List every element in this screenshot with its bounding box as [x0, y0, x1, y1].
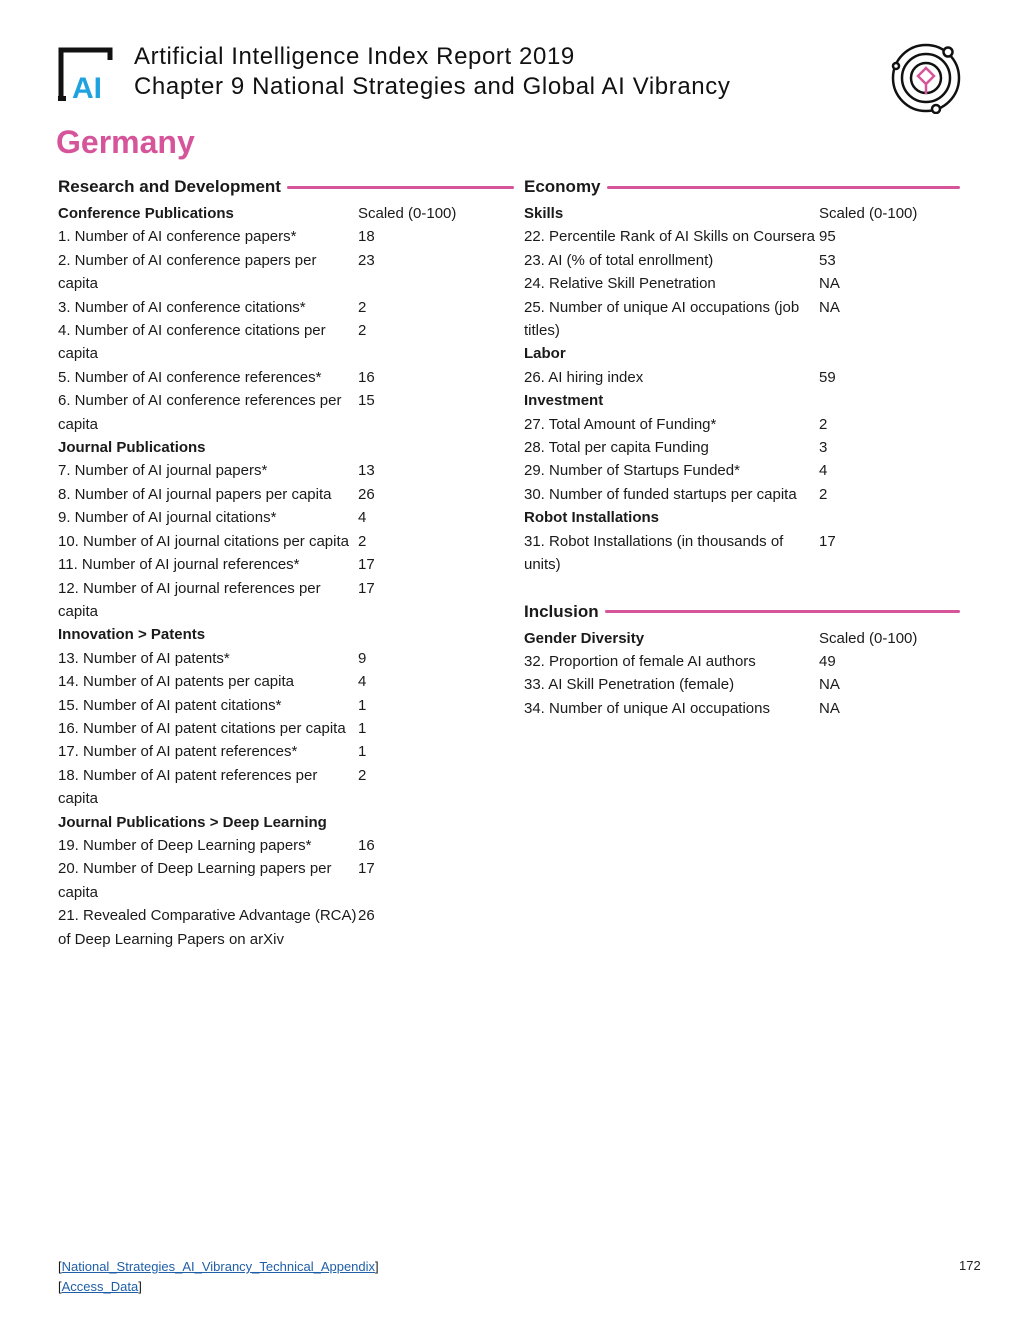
group-heading-label: Skills: [524, 205, 564, 222]
section-header-inclusion: [524, 599, 960, 625]
economy-groups: [524, 202, 960, 577]
indicator-row: [58, 389, 514, 436]
group-heading-label: Journal Publications > Deep Learning: [58, 813, 327, 831]
spacer: [524, 577, 960, 599]
indicator-row: [58, 834, 514, 857]
indicator-row: [58, 764, 514, 811]
indicator-label: 20. Number of Deep Learning papers per capita: [58, 860, 332, 901]
indicator-label: 15. Number of AI patent citations*: [58, 696, 282, 714]
indicator-value: 1: [358, 743, 367, 761]
indicator-row: [58, 506, 514, 529]
indicator-value: 49: [819, 652, 836, 670]
indicator-row: [58, 904, 514, 951]
indicator-label: 2. Number of AI conference papers per capita: [58, 251, 317, 293]
indicator-label: 25. Number of unique AI occupations (job titles): [524, 298, 800, 340]
indicator-value: 1: [358, 696, 367, 714]
indicator-label: 13. Number of AI patents*: [58, 649, 230, 667]
indicator-value: 13: [358, 462, 375, 480]
indicator-label: 26. AI hiring index: [524, 368, 644, 386]
indicator-value: 26: [358, 907, 375, 925]
orbit-icon: [890, 42, 962, 114]
indicator-row: [58, 717, 514, 740]
svg-text:AI: AI: [72, 72, 102, 102]
indicator-label: 24. Relative Skill Penetration: [524, 275, 716, 293]
indicator-label: 30. Number of funded startups per capita: [524, 485, 797, 503]
indicator-label: 29. Number of Startups Funded*: [524, 462, 740, 480]
indicator-row: [524, 249, 960, 272]
indicator-row: [58, 740, 514, 763]
indicator-label: 22. Percentile Rank of AI Skills on Coursera: [524, 228, 815, 246]
indicator-label: 3. Number of AI conference citations*: [58, 298, 306, 316]
indicator-value: 16: [358, 368, 375, 386]
indicator-value: 2: [358, 298, 367, 316]
indicator-value: 16: [358, 836, 375, 854]
section-title-research: Research and Development: [58, 177, 281, 196]
indicator-row: [58, 577, 514, 624]
group-heading-label: Investment: [524, 392, 604, 410]
indicator-row: [58, 366, 514, 389]
indicator-row: [524, 530, 960, 577]
indicator-row: [524, 650, 960, 673]
indicator-row: [524, 436, 960, 459]
scaled-column-label: Scaled (0-100): [819, 629, 918, 647]
section-rule: [287, 186, 514, 189]
section-rule: [607, 186, 960, 189]
indicator-value: 4: [819, 462, 828, 480]
report-title: Artificial Intelligence Index Report 2019: [134, 43, 575, 70]
indicator-value: 17: [358, 860, 375, 878]
indicator-label: 34. Number of unique AI occupations: [524, 699, 770, 717]
indicator-label: 9. Number of AI journal citations*: [58, 509, 277, 527]
section-header-research: [58, 174, 514, 200]
indicator-row: [524, 296, 960, 343]
indicator-row: [58, 296, 514, 319]
indicator-label: 27. Total Amount of Funding*: [524, 415, 717, 433]
indicator-row: [524, 413, 960, 436]
indicator-value: NA: [819, 298, 840, 316]
indicator-label: 23. AI (% of total enrollment): [524, 251, 714, 269]
indicator-label: 21. Revealed Comparative Advantage (RCA) of Deep Learning Papers on arXiv: [58, 907, 357, 948]
indicator-value: 2: [358, 532, 367, 550]
indicator-value: 4: [358, 509, 367, 527]
section-title-inclusion: Inclusion: [524, 601, 599, 621]
chapter-title: Chapter 9 National Strategies and Global AI Vibrancy: [134, 73, 731, 100]
indicator-row: [524, 225, 960, 248]
indicator-row: [524, 366, 960, 389]
group-heading: [524, 342, 960, 365]
indicator-row: [58, 530, 514, 553]
section-header-economy: [524, 174, 960, 200]
scaled-column-label: Scaled (0-100): [358, 205, 457, 222]
scaled-column-label: Scaled (0-100): [819, 205, 918, 222]
group-heading-label: Conference Publications: [58, 205, 234, 222]
indicator-label: 6. Number of AI conference references per capita: [58, 392, 342, 433]
indicator-value: 2: [819, 415, 828, 433]
indicator-value: 4: [358, 673, 367, 691]
group-heading: [58, 202, 514, 225]
research-groups: [58, 202, 514, 951]
indicator-label: 10. Number of AI journal citations per capita: [58, 532, 349, 550]
group-heading: [58, 436, 514, 459]
indicator-label: 12. Number of AI journal references per capita: [58, 579, 321, 620]
technical-appendix-link[interactable]: National_Strategies_AI_Vibrancy_Technical_Appendix: [61, 1259, 376, 1274]
indicator-label: 8. Number of AI journal papers per capita: [58, 485, 332, 503]
indicator-row: [524, 673, 960, 696]
indicator-row: [524, 483, 960, 506]
indicator-value: 17: [358, 556, 375, 574]
indicator-label: 19. Number of Deep Learning papers*: [58, 836, 312, 854]
inclusion-groups: [524, 627, 960, 721]
group-heading: [58, 623, 514, 646]
indicator-value: 17: [819, 532, 836, 550]
indicator-label: 4. Number of AI conference citations per capita: [58, 322, 326, 363]
group-heading-label: Labor: [524, 345, 566, 363]
indicator-label: 14. Number of AI patents per capita: [58, 673, 294, 691]
indicator-row: [58, 694, 514, 717]
indicator-label: 32. Proportion of female AI authors: [524, 652, 756, 670]
indicator-label: 1. Number of AI conference papers*: [58, 228, 297, 246]
ai-index-logo: [58, 46, 120, 102]
group-heading: [524, 202, 960, 225]
indicator-row: [58, 249, 514, 296]
indicator-label: 16. Number of AI patent citations per capita: [58, 719, 346, 737]
indicator-value: 23: [358, 251, 375, 269]
group-heading-label: Innovation > Patents: [58, 626, 206, 644]
indicator-row: [58, 483, 514, 506]
indicator-value: 2: [358, 322, 367, 340]
group-heading: [58, 811, 514, 834]
indicator-row: [524, 459, 960, 482]
group-heading-label: Gender Diversity: [524, 629, 645, 647]
indicator-label: 7. Number of AI journal papers*: [58, 462, 268, 480]
group-heading: [524, 627, 960, 650]
group-heading: [524, 506, 960, 529]
indicator-value: NA: [819, 699, 840, 717]
indicator-row: [524, 697, 960, 720]
country-title: Germany: [56, 124, 195, 160]
page-number: 172: [959, 1258, 981, 1273]
research-column: [58, 174, 514, 951]
indicator-value: 18: [358, 228, 375, 246]
indicator-row: [524, 272, 960, 295]
indicator-label: 28. Total per capita Funding: [524, 439, 709, 457]
economy-inclusion-column: [524, 174, 960, 720]
indicator-row: [58, 670, 514, 693]
indicator-row: [58, 857, 514, 904]
indicator-value: NA: [819, 676, 840, 694]
indicator-row: [58, 459, 514, 482]
section-rule: [605, 610, 960, 613]
access-data-link[interactable]: Access_Data: [61, 1278, 139, 1294]
indicator-row: [58, 319, 514, 366]
group-heading-label: Robot Installations: [524, 509, 659, 527]
indicator-value: 26: [358, 485, 375, 503]
indicator-row: [58, 647, 514, 670]
indicator-value: 59: [819, 368, 836, 386]
indicator-row: [58, 225, 514, 248]
indicator-value: 3: [819, 439, 828, 457]
indicator-label: 11. Number of AI journal references*: [58, 556, 300, 574]
indicator-label: 18. Number of AI patent references per capita: [58, 766, 318, 808]
section-title-economy: Economy: [524, 177, 601, 196]
indicator-value: 53: [819, 251, 836, 269]
indicator-value: 15: [358, 392, 375, 410]
indicator-value: 9: [358, 649, 367, 667]
indicator-label: 5. Number of AI conference references*: [58, 368, 322, 386]
indicator-row: [58, 553, 514, 576]
indicator-value: 17: [358, 579, 375, 597]
group-heading: [524, 389, 960, 412]
indicator-label: 17. Number of AI patent references*: [58, 743, 298, 761]
indicator-label: 31. Robot Installations (in thousands of units): [524, 532, 784, 574]
indicator-value: 2: [819, 485, 828, 503]
group-heading-label: Journal Publications: [58, 439, 206, 457]
indicator-value: NA: [819, 275, 840, 293]
indicator-value: 95: [819, 228, 836, 246]
indicator-value: 1: [358, 719, 367, 737]
footer-links: [National_Strategies_AI_Vibrancy_Technical_Appendix] [Access_Data]: [58, 1259, 379, 1294]
page-header: [58, 42, 968, 112]
indicator-label: 33. AI Skill Penetration (female): [524, 676, 735, 694]
indicator-value: 2: [358, 766, 367, 784]
